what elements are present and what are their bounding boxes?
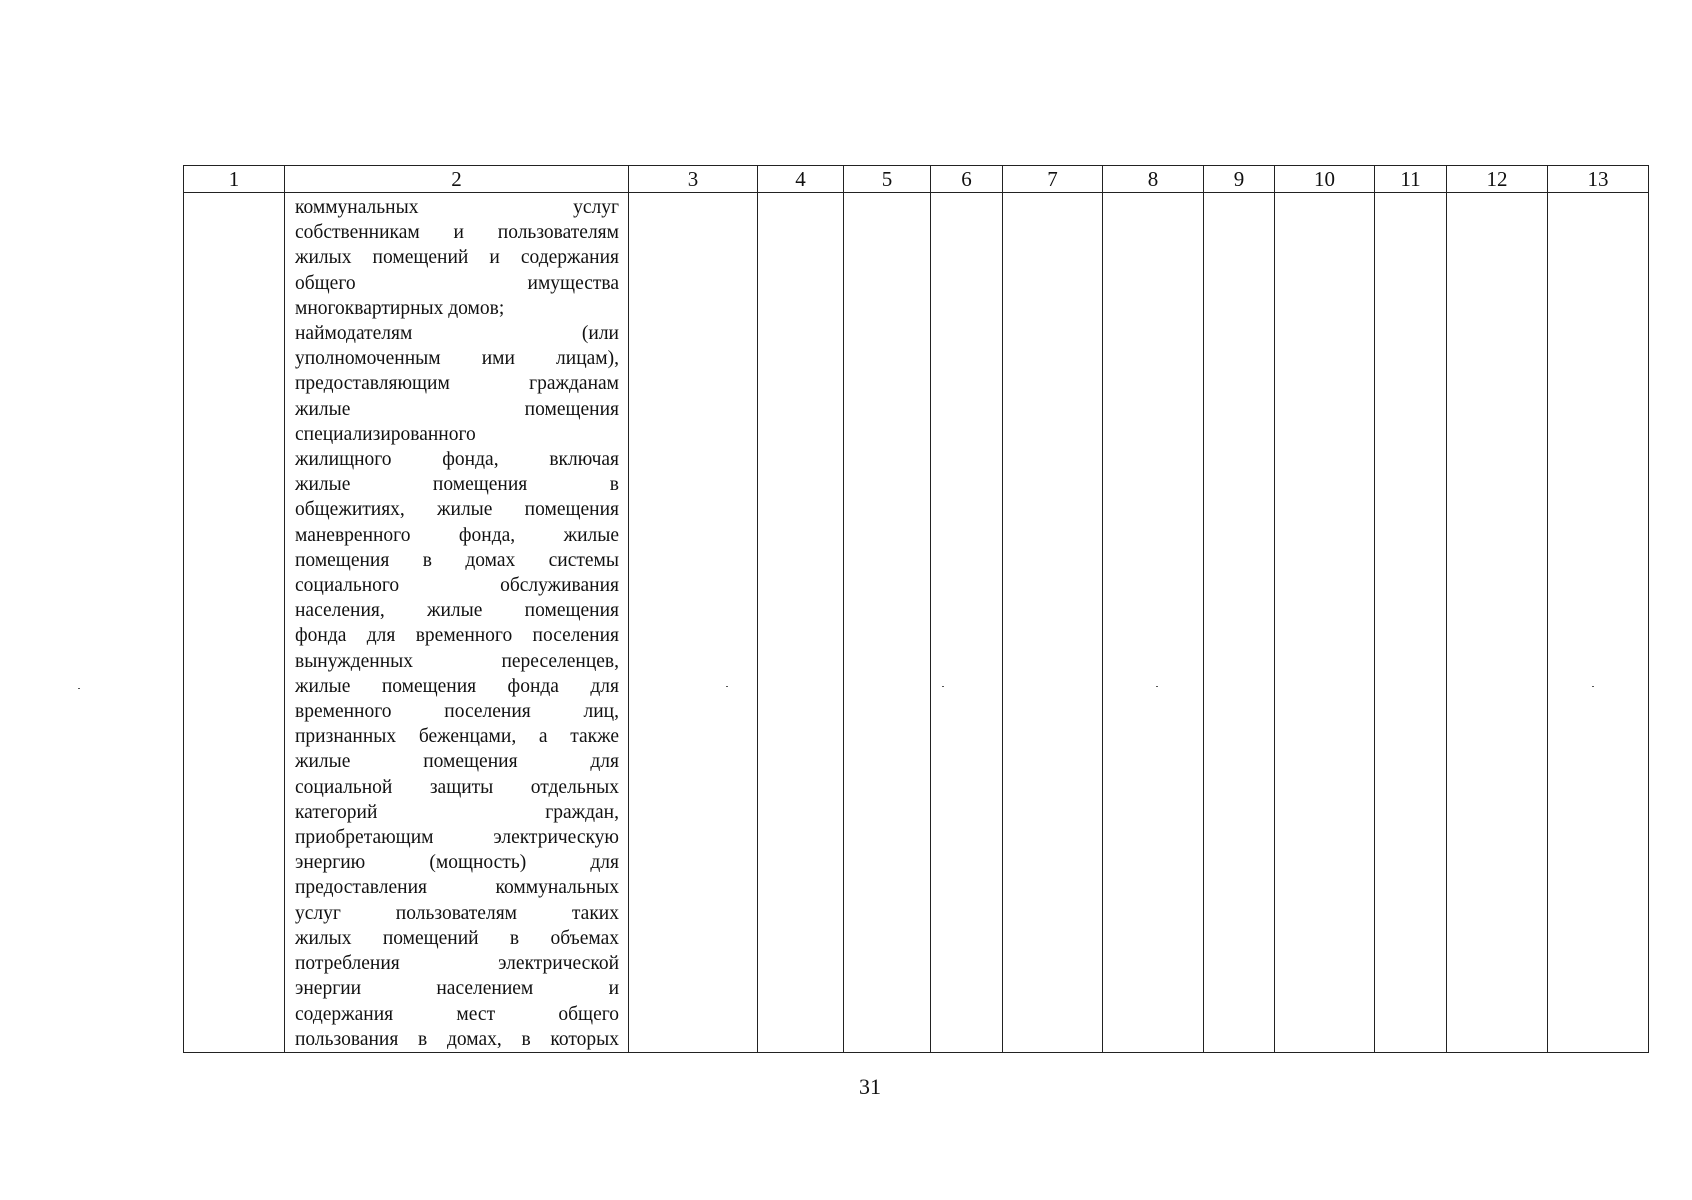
column-header-4: 4 bbox=[758, 166, 844, 193]
text-line: наймодателям (или bbox=[295, 323, 619, 345]
text-line: услуг пользователям таких bbox=[295, 902, 619, 924]
text-line: приобретающим электрическую bbox=[295, 827, 619, 849]
text-line: собственникам и пользователям bbox=[295, 222, 619, 244]
scan-speck bbox=[78, 688, 80, 689]
text-line: содержания мест общего bbox=[295, 1003, 619, 1025]
scan-speck bbox=[726, 686, 728, 687]
text-line: пользования в домах, в которых bbox=[295, 1028, 619, 1050]
text-line: уполномоченным ими лицам), bbox=[295, 348, 619, 370]
cell-col-8 bbox=[1103, 193, 1204, 1053]
column-header-9: 9 bbox=[1204, 166, 1275, 193]
text-line: жилищного фонда, включая bbox=[295, 449, 619, 471]
column-header-5: 5 bbox=[844, 166, 931, 193]
text-line: жилые помещения для bbox=[295, 751, 619, 773]
col-2-text bbox=[285, 193, 628, 1052]
text-line: социального обслуживания bbox=[295, 575, 619, 597]
table-header-row bbox=[184, 166, 1649, 193]
text-line: специализированного bbox=[295, 423, 476, 445]
text-line: признанных беженцами, а также bbox=[295, 726, 619, 748]
cell-col-12 bbox=[1447, 193, 1548, 1053]
document-table bbox=[183, 165, 1649, 1053]
text-line: общежитиях, жилые помещения bbox=[295, 499, 619, 521]
table-row bbox=[184, 193, 1649, 1053]
text-line: временного поселения лиц, bbox=[295, 701, 619, 723]
text-line: вынужденных переселенцев, bbox=[295, 650, 619, 672]
text-line: социальной защиты отдельных bbox=[295, 776, 619, 798]
text-line: жилые помещения bbox=[295, 398, 619, 420]
cell-col-1 bbox=[184, 193, 285, 1053]
cell-col-6 bbox=[931, 193, 1003, 1053]
text-line: категорий граждан, bbox=[295, 801, 619, 823]
cell-col-7 bbox=[1003, 193, 1103, 1053]
text-line: жилых помещений в объемах bbox=[295, 927, 619, 949]
text-line: энергии населением и bbox=[295, 978, 619, 1000]
cell-col-2 bbox=[285, 193, 629, 1053]
text-line: предоставления коммунальных bbox=[295, 877, 619, 899]
column-header-1: 1 bbox=[184, 166, 285, 193]
cell-col-13 bbox=[1548, 193, 1649, 1053]
column-header-3: 3 bbox=[629, 166, 758, 193]
text-line: жилые помещения фонда для bbox=[295, 675, 619, 697]
column-header-7: 7 bbox=[1003, 166, 1103, 193]
column-header-2: 2 bbox=[285, 166, 629, 193]
cell-col-10 bbox=[1275, 193, 1375, 1053]
column-header-12: 12 bbox=[1447, 166, 1548, 193]
scan-speck bbox=[1156, 686, 1158, 687]
text-line: фонда для временного поселения bbox=[295, 625, 619, 647]
column-header-13: 13 bbox=[1548, 166, 1649, 193]
text-line: предоставляющим гражданам bbox=[295, 373, 619, 395]
column-header-11: 11 bbox=[1375, 166, 1447, 193]
text-line: помещения в домах системы bbox=[295, 549, 619, 571]
text-line: многоквартирных домов; bbox=[295, 297, 505, 319]
column-header-6: 6 bbox=[931, 166, 1003, 193]
text-line: общего имущества bbox=[295, 272, 619, 294]
text-line: энергию (мощность) для bbox=[295, 852, 619, 874]
text-line: жилые помещения в bbox=[295, 474, 619, 496]
column-header-10: 10 bbox=[1275, 166, 1375, 193]
cell-col-11 bbox=[1375, 193, 1447, 1053]
cell-col-4 bbox=[758, 193, 844, 1053]
text-line: потребления электрической bbox=[295, 953, 619, 975]
page-number: 31 bbox=[859, 1074, 881, 1099]
cell-col-5 bbox=[844, 193, 931, 1053]
text-line: населения, жилые помещения bbox=[295, 600, 619, 622]
text-line: маневренного фонда, жилые bbox=[295, 524, 619, 546]
text-line: коммунальных услуг bbox=[295, 197, 619, 218]
scan-speck bbox=[1592, 686, 1594, 687]
scan-speck bbox=[942, 686, 944, 687]
text-line: жилых помещений и содержания bbox=[295, 247, 619, 269]
cell-col-3 bbox=[629, 193, 758, 1053]
cell-col-9 bbox=[1204, 193, 1275, 1053]
column-header-8: 8 bbox=[1103, 166, 1204, 193]
